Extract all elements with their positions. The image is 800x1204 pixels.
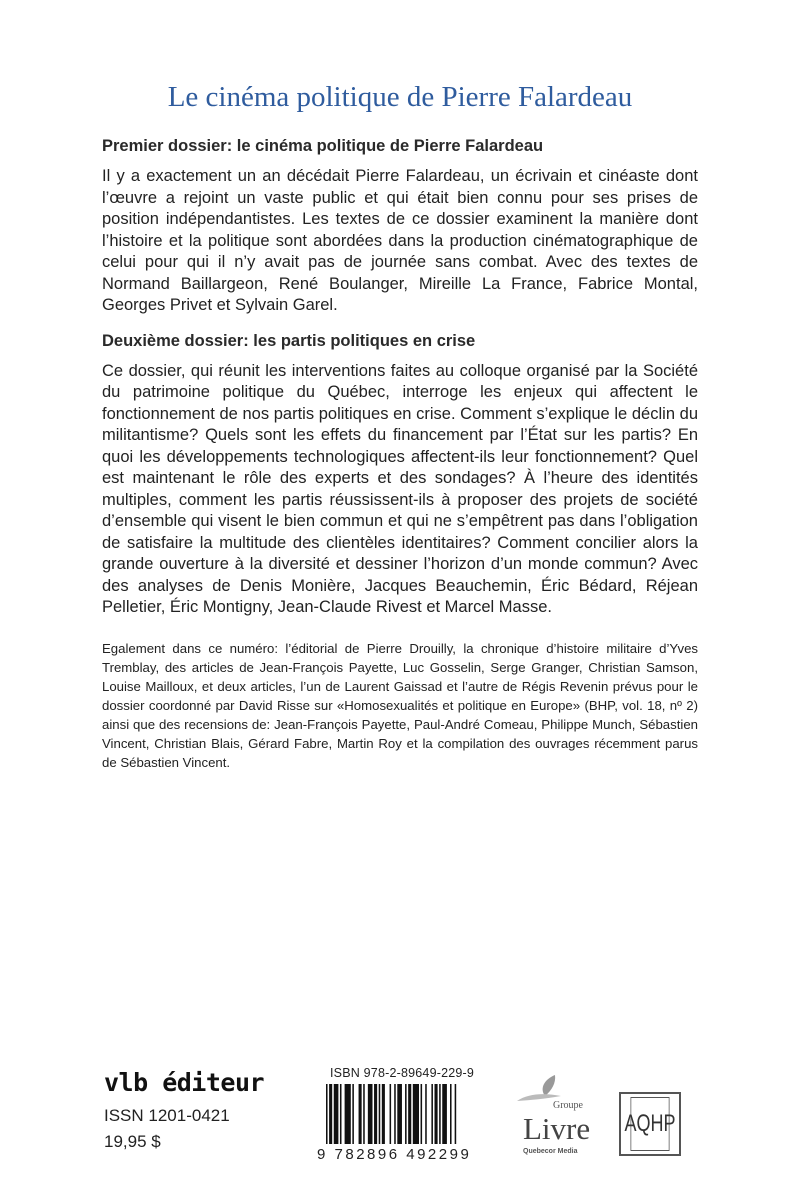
logo-groupe-text: Groupe <box>553 1100 583 1111</box>
barcode-bar <box>334 1084 339 1144</box>
publisher-logo: vlb éditeur <box>104 1068 265 1097</box>
leaf-icon <box>515 1074 575 1102</box>
price: 19,95 $ <box>104 1132 161 1151</box>
barcode-bar <box>413 1084 419 1144</box>
barcode-bar <box>397 1084 402 1144</box>
section-heading-1: Premier dossier: le cinéma politique de Pierre Falardeau <box>102 137 544 155</box>
issn: ISSN 1201-0421 <box>104 1106 230 1125</box>
barcode-bar <box>435 1084 438 1144</box>
isbn: ISBN 978-2-89649-229-9 <box>330 1066 475 1080</box>
barcode-bar <box>359 1084 362 1144</box>
section-body-2: Ce dossier, qui réunit les interventions faites au colloque organisé par la Société du patrimoine politique du Québec, interroge les enjeux qui affectent le fonctionnement de nos partis politiques en crise. Comment s’explique le déclin du militantisme? Quels sont les effets du financement par l’État sur les partis? En quoi les développements technologiques affectent-ils leur fonctionnement? Quel est maintenant le rôle des experts et des sondages? À l’heure des identités multiples, comment les partis réussissent-ils à proposer des projets de société d’ensemble qui visent le bien commun et qui ne s’empêtrent pas dans l’obligation de satisfaire la multitude des clientèles identitaires? Comment concilier alors la grande ouverture à la diversité et dessiner l’horizon d’un monde commun? Avec des analyses de Denis Monière, Jacques Beauchemin, Éric Bédard, Réjean Pelletier, Éric Montigny, Jean-Claude Rivest et Marcel Masse. <box>102 361 698 616</box>
barcode-bar <box>374 1084 377 1144</box>
barcode-bar <box>368 1084 373 1144</box>
cover-title: Le cinéma politique de Pierre Falardeau <box>167 81 633 113</box>
barcode-bar <box>408 1084 411 1144</box>
barcode-number: 9 782896 492299 <box>317 1146 472 1163</box>
aqhp-logo-text: AQHP <box>631 1097 670 1151</box>
barcode <box>322 1084 492 1144</box>
barcode-bar <box>352 1084 354 1144</box>
barcode-bar <box>455 1084 457 1144</box>
barcode-bar <box>326 1084 328 1144</box>
barcode-bar <box>379 1084 381 1144</box>
barcode-bar <box>340 1084 342 1144</box>
barcode-bar <box>450 1084 452 1144</box>
barcode-bar <box>345 1084 351 1144</box>
section-heading-2: Deuxième dossier: les partis politiques en crise <box>102 331 476 350</box>
barcode-bar <box>421 1084 423 1144</box>
logo-sub-text: Quebecor Media <box>523 1148 578 1155</box>
barcode-bar <box>382 1084 385 1144</box>
barcode-bar <box>405 1084 407 1144</box>
logo-livre-text: Livre <box>523 1111 591 1146</box>
groupe-livre-logo <box>505 1074 595 1170</box>
cover-text <box>102 136 698 772</box>
barcode-bar <box>425 1084 427 1144</box>
aqhp-logo <box>619 1092 681 1156</box>
barcode-bar <box>394 1084 396 1144</box>
barcode-bar <box>431 1084 433 1144</box>
barcode-bar <box>442 1084 447 1144</box>
barcode-bar <box>390 1084 392 1144</box>
barcode-bar <box>329 1084 332 1144</box>
barcode-bar <box>439 1084 441 1144</box>
also-in-issue-text: Egalement dans ce numéro: l’éditorial de Pierre Drouilly, la chronique d’histoire militaire d’Yves Tremblay, des articles de Jean-François Payette, Luc Gosselin, Serge Granger, Christian Samson, Louise Mailloux, et deux articles, l’un de Laurent Gaissad et l’autre de Régis Revenin prévus pour le dossier coordonné par David Risse sur «Homosexualités et politique en Europe» (BHP, vol. 18, nº 2) ainsi que des recensions de: Jean-François Payette, Paul-André Comeau, Philippe Munch, Sébastien Vincent, Christian Blais, Gérard Fabre, Martin Roy et la compilation des ouvrages récemment parus de Sébastien Vincent. <box>102 640 698 770</box>
barcode-bar <box>363 1084 365 1144</box>
section-body-1: Il y a exactement un an décédait Pierre Falardeau, un écrivain et cinéaste dont l’œuvre a rejoint un vaste public et qui était bien connu pour ses prises de position indépendantistes. Les textes de ce dossier examinent la manière dont l’histoire et la politique sont abordées dans la production cinématographique de celui pour qui il n’y avait pas de journée sans combat. Avec des textes de Normand Baillargeon, René Boulanger, Mireille La France, Fabrice Montal, Georges Privet et Sylvain Garel. <box>102 167 698 314</box>
